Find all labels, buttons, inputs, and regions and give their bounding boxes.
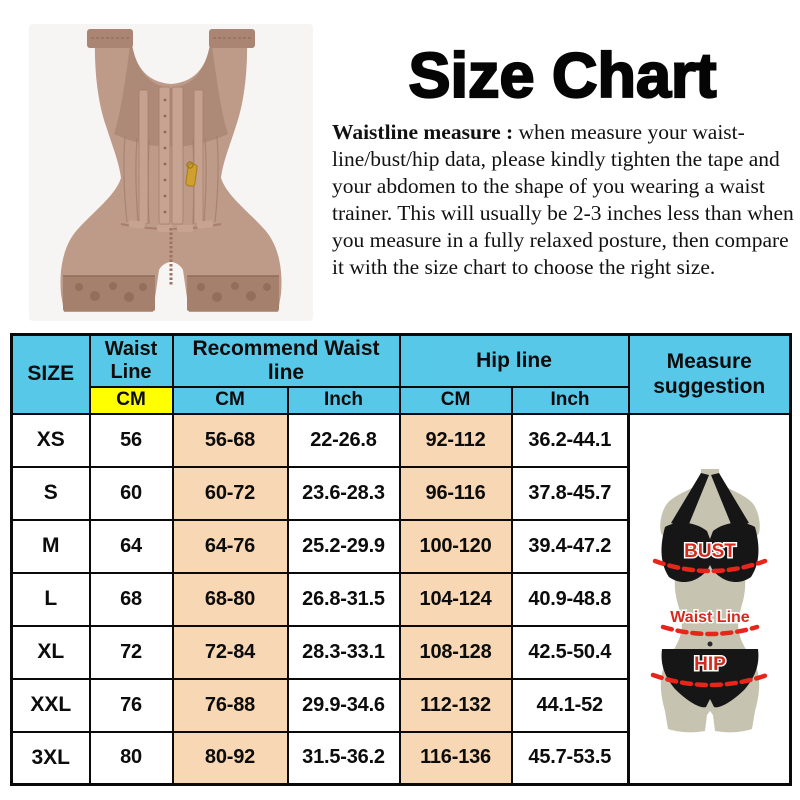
page-title: Size Chart: [408, 41, 717, 111]
rec-inch-cell: 23.6-28.3: [288, 467, 400, 520]
rec-cm-cell: 68-80: [173, 573, 288, 626]
size-cell: XXL: [12, 679, 90, 732]
size-cell: 3XL: [12, 732, 90, 785]
hip-cm-cell: 112-132: [400, 679, 512, 732]
rec-inch-cell: 26.8-31.5: [288, 573, 400, 626]
rec-inch-cell: 31.5-36.2: [288, 732, 400, 785]
size-table: [10, 333, 792, 786]
size-cell: M: [12, 520, 90, 573]
rec-cm-cell: 60-72: [173, 467, 288, 520]
hip-cm-cell: 96-116: [400, 467, 512, 520]
mannequin-measurement-diagram: [635, 467, 785, 739]
col-header-measure-suggestion: Measure suggestion: [629, 335, 791, 414]
hip-label: HIP: [693, 653, 726, 675]
rec-cm-cell: 80-92: [173, 732, 288, 785]
product-photo: [29, 24, 313, 321]
unit-waist-cm: CM: [90, 387, 173, 414]
size-cell: XS: [12, 414, 90, 467]
hip-inch-cell: 45.7-53.5: [512, 732, 629, 785]
unit-recommend-cm: CM: [173, 387, 288, 414]
rec-cm-cell: 72-84: [173, 626, 288, 679]
hip-cm-cell: 104-124: [400, 573, 512, 626]
rec-inch-cell: 28.3-33.1: [288, 626, 400, 679]
description-body: when measure your waist-line/bust/hip data, please kindly tighten the tape and your abdomen to the shape of you wearing a waist trainer. This will usually be 2-3 inches less than when you measure in a fully relaxed posture, then compare it with the size chart to choose the right size.: [332, 120, 794, 279]
col-header-hip-line: Hip line: [400, 335, 629, 387]
waist-cm-cell: 76: [90, 679, 173, 732]
table-row: [12, 414, 791, 467]
hip-cm-cell: 92-112: [400, 414, 512, 467]
hip-inch-cell: 44.1-52: [512, 679, 629, 732]
waist-cm-cell: 56: [90, 414, 173, 467]
waist-cm-cell: 72: [90, 626, 173, 679]
rec-cm-cell: 76-88: [173, 679, 288, 732]
rec-cm-cell: 56-68: [173, 414, 288, 467]
size-cell: L: [12, 573, 90, 626]
rec-inch-cell: 25.2-29.9: [288, 520, 400, 573]
waist-cm-cell: 60: [90, 467, 173, 520]
description-lead: Waistline measure :: [332, 120, 514, 144]
unit-recommend-inch: Inch: [288, 387, 400, 414]
hip-inch-cell: 42.5-50.4: [512, 626, 629, 679]
col-header-waist-line: Waist Line: [90, 335, 173, 387]
waist-line-label: Waist Line: [669, 608, 750, 626]
col-header-size: SIZE: [12, 335, 90, 414]
hip-cm-cell: 108-128: [400, 626, 512, 679]
hip-inch-cell: 39.4-47.2: [512, 520, 629, 573]
rec-inch-cell: 29.9-34.6: [288, 679, 400, 732]
waist-cm-cell: 80: [90, 732, 173, 785]
measure-suggestion-cell: [629, 414, 791, 785]
rec-cm-cell: 64-76: [173, 520, 288, 573]
rec-inch-cell: 22-26.8: [288, 414, 400, 467]
hip-cm-cell: 116-136: [400, 732, 512, 785]
unit-hip-cm: CM: [400, 387, 512, 414]
unit-hip-inch: Inch: [512, 387, 629, 414]
description: [332, 119, 796, 281]
shapewear-bodysuit-illustration: [29, 24, 313, 321]
size-cell: S: [12, 467, 90, 520]
waist-cm-cell: 68: [90, 573, 173, 626]
col-header-recommend-waist: Recommend Waist line: [173, 335, 400, 387]
hip-inch-cell: 40.9-48.8: [512, 573, 629, 626]
bust-label: BUST: [683, 540, 736, 562]
waist-cm-cell: 64: [90, 520, 173, 573]
size-cell: XL: [12, 626, 90, 679]
hip-inch-cell: 36.2-44.1: [512, 414, 629, 467]
hip-cm-cell: 100-120: [400, 520, 512, 573]
hip-inch-cell: 37.8-45.7: [512, 467, 629, 520]
